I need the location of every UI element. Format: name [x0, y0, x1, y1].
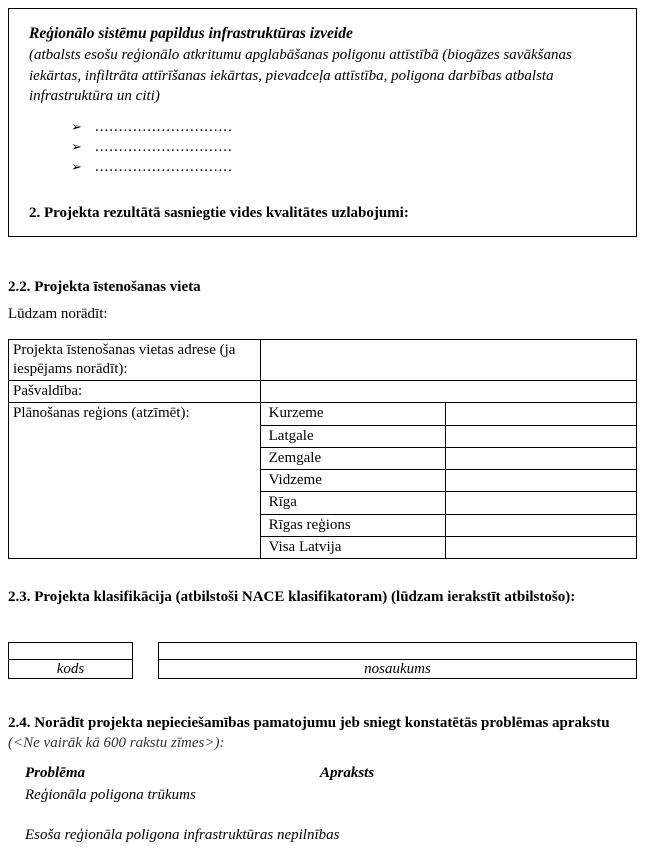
section-2-heading: 2. Projekta rezultātā sasniegtie vides kvalitātes uzlabojumi: — [29, 205, 409, 222]
address-value-cell[interactable] — [260, 340, 636, 381]
section-2-2-heading: 2.2. Projekta īstenošanas vieta — [8, 279, 201, 296]
municipality-label-cell: Pašvaldība: — [9, 380, 261, 402]
address-label-cell: Projekta īstenošanas vietas adrese (ja iespējams norādīt): — [9, 340, 261, 381]
region-mark-cell[interactable] — [446, 425, 637, 447]
fill-in-blank[interactable]: ............................. — [95, 139, 233, 156]
code-value-cell[interactable] — [9, 642, 133, 659]
name-value-cell[interactable] — [159, 642, 637, 659]
column-description: Apraksts — [320, 765, 375, 782]
arrow-bullet-icon: ➢ — [71, 139, 82, 155]
region-mark-cell[interactable] — [446, 447, 637, 469]
region-option-label: Kurzeme — [260, 403, 446, 425]
intro-description: (atbalsts esošu reģionālo atkritumu apglabāšanas poligonu attīstībā (biogāzes savākšanas iekārtas, infiltrāta attīrīšanas iekārtas, pievadceļa attīstība, poligona darbības atbalsta infrastruktūra un citi) — [29, 47, 572, 105]
region-mark-cell[interactable] — [446, 536, 637, 558]
intro-box — [8, 8, 637, 237]
region-mark-cell[interactable] — [446, 403, 637, 425]
intro-title: Reģionālo sistēmu papildus infrastruktūras izveide — [29, 25, 353, 42]
region-option-label: Vidzeme — [260, 470, 446, 492]
region-option-label: Zemgale — [260, 447, 446, 469]
bullet-item[interactable] — [71, 119, 614, 139]
table-row-address — [9, 340, 637, 381]
fill-in-blank[interactable]: ............................. — [95, 159, 233, 176]
bullet-item[interactable] — [71, 139, 614, 159]
region-option-label: Rīgas reģions — [260, 514, 446, 536]
bullet-item[interactable] — [71, 159, 614, 179]
region-mark-cell[interactable] — [446, 470, 637, 492]
location-table — [8, 339, 637, 559]
fill-in-blank[interactable]: ............................. — [95, 119, 233, 136]
municipality-value-cell[interactable] — [260, 380, 636, 402]
name-label: nosaukums — [159, 659, 637, 678]
region-option-label: Latgale — [260, 425, 446, 447]
section-2-4-heading-note: (<Ne vairāk kā 600 rakstu zīmes>): — [8, 735, 225, 752]
problem-columns-header — [25, 765, 637, 782]
table-row-municipality — [9, 380, 637, 402]
region-mark-cell[interactable] — [446, 514, 637, 536]
problem-item: Esoša reģionāla poligona infrastruktūras nepilnības — [25, 827, 340, 844]
problem-item: Reģionāla poligona trūkums — [25, 787, 196, 804]
region-option-label: Visa Latvija — [260, 536, 446, 558]
section-2-3-heading: 2.3. Projekta klasifikācija (atbilstoši NACE klasifikatoram) (lūdzam ierakstīt atbilstošo): — [8, 589, 576, 606]
arrow-bullet-icon: ➢ — [71, 159, 82, 175]
code-label: kods — [9, 659, 133, 678]
region-option-label: Rīga — [260, 492, 446, 514]
region-label-cell: Plānošanas reģions (atzīmēt): — [9, 403, 261, 559]
bullet-list — [71, 119, 614, 179]
arrow-bullet-icon: ➢ — [71, 119, 82, 135]
name-box — [158, 642, 637, 679]
classification-boxes — [8, 642, 637, 679]
section-2-4-heading — [8, 713, 637, 754]
column-problem: Problēma — [25, 765, 85, 782]
section-2-4-heading-bold: 2.4. Norādīt projekta nepieciešamības pamatojumu jeb sniegt konstatētās problēmas aprakstu — [8, 714, 610, 731]
section-2-2-note: Lūdzam norādīt: — [8, 306, 108, 323]
region-mark-cell[interactable] — [446, 492, 637, 514]
table-row-region — [9, 403, 637, 425]
code-box — [8, 642, 133, 679]
